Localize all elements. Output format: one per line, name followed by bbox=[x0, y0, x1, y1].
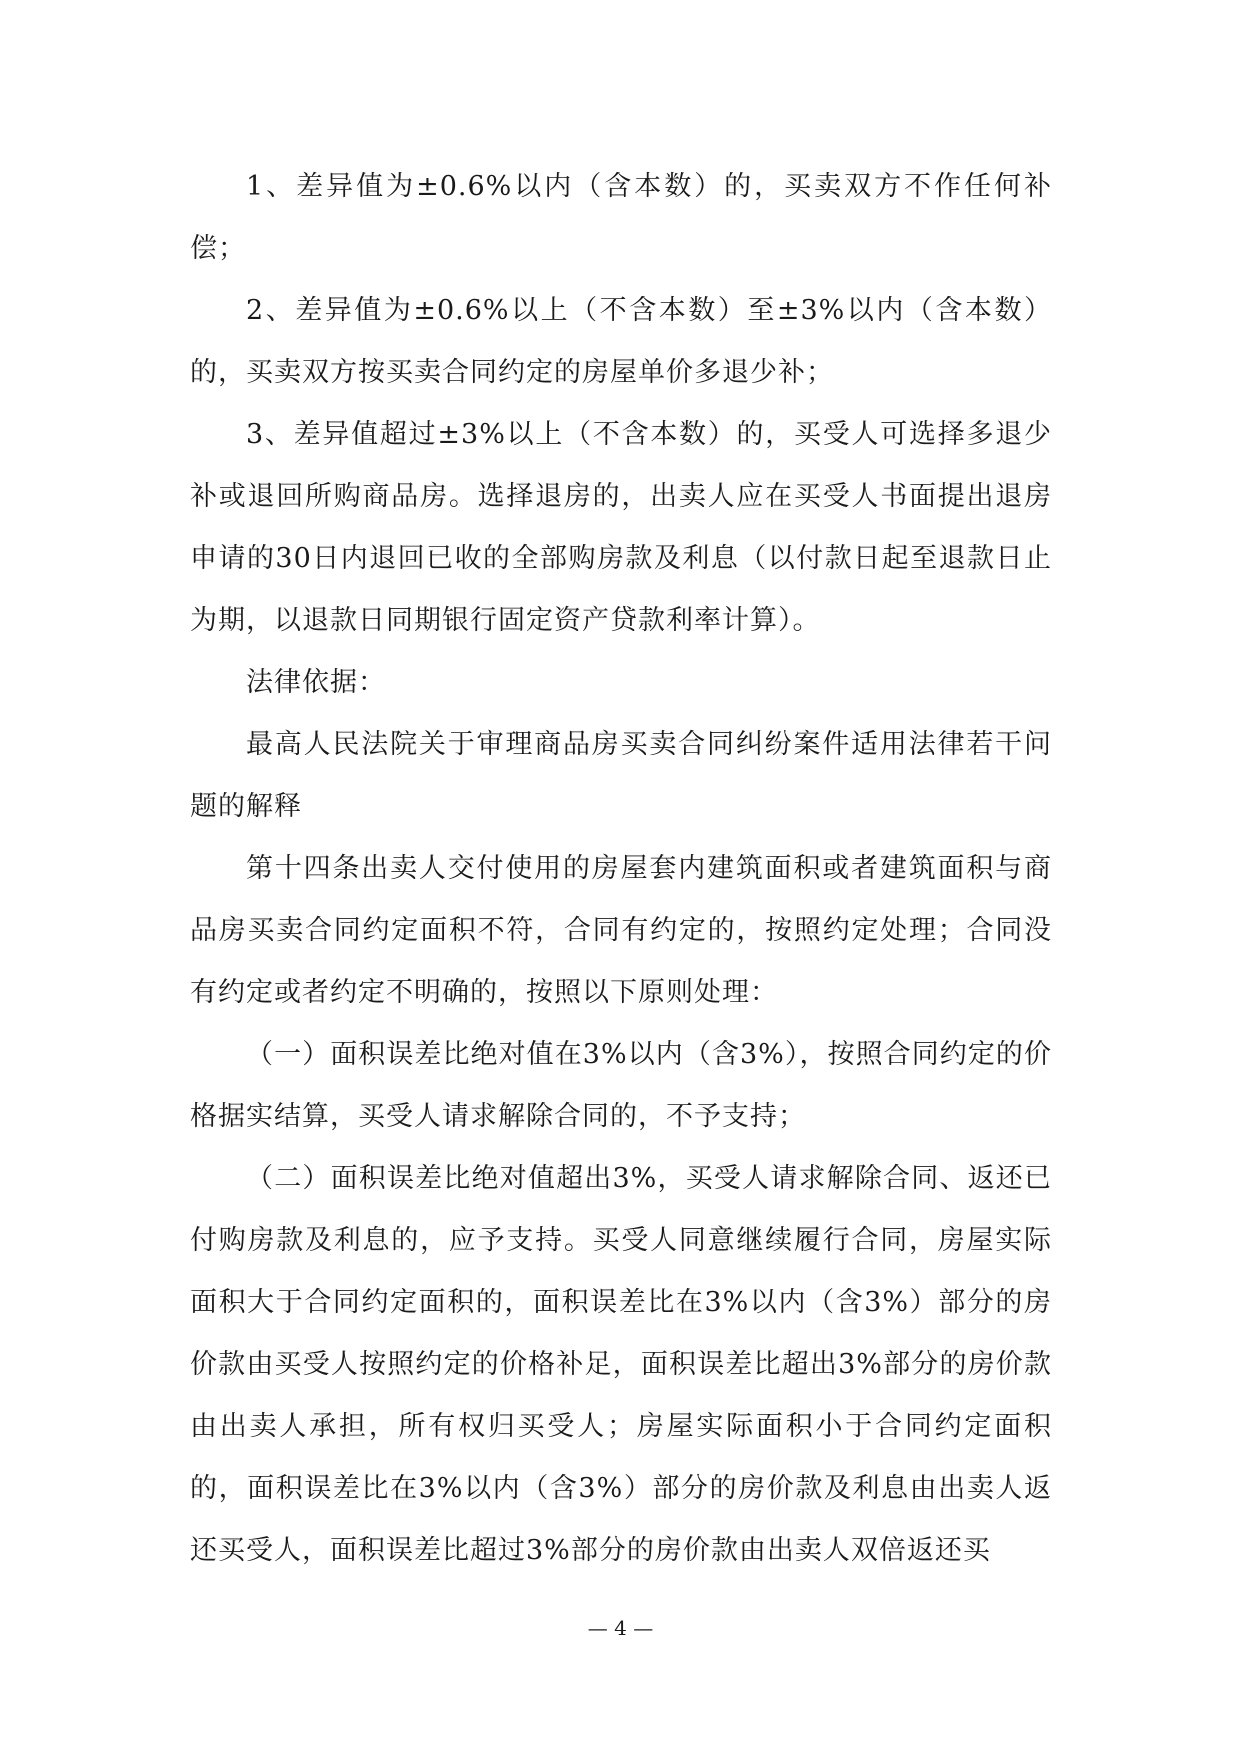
paragraph-item-3: 3、差异值超过±3%以上（不含本数）的，买受人可选择多退少补或退回所购商品房。选择退房的，出卖人应在买受人书面提出退房申请的30日内退回已收的全部购房款及利息（以付款日起至退款日止为期，以退款日同期银行固定资产贷款利率计算）。 bbox=[190, 419, 1052, 636]
legal-basis-heading: 法律依据： bbox=[246, 667, 386, 698]
clause-two-paragraph: （二）面积误差比绝对值超出3%，买受人请求解除合同、返还已付购房款及利息的，应予支持。买受人同意继续履行合同，房屋实际面积大于合同约定面积的，面积误差比在3%以内（含3%）部分的房价款由买受人按照约定的价格补足，面积误差比超出3%部分的房价款由出卖人承担，所有权归买受人；房屋实际面积小于合同约定面积的，面积误差比在3%以内（含3%）部分的房价款及利息由出卖人返还买受人，面积误差比超过3%部分的房价款由出卖人双倍返还买 bbox=[190, 1163, 1052, 1566]
page-number: — 4 — bbox=[587, 1616, 654, 1640]
clause-one-paragraph: （一）面积误差比绝对值在3%以内（含3%），按照合同约定的价格据实结算，买受人请求解除合同的，不予支持； bbox=[190, 1039, 1052, 1132]
interpretation-title: 最高人民法院关于审理商品房买卖合同纠纷案件适用法律若干问题的解释 bbox=[190, 729, 1052, 822]
paragraph-item-2: 2、差异值为±0.6%以上（不含本数）至±3%以内（含本数）的，买卖双方按买卖合同约定的房屋单价多退少补； bbox=[190, 295, 1052, 388]
article-14-paragraph: 第十四条出卖人交付使用的房屋套内建筑面积或者建筑面积与商品房买卖合同约定面积不符，合同有约定的，按照约定处理；合同没有约定或者约定不明确的，按照以下原则处理： bbox=[190, 853, 1052, 1008]
paragraph-item-1: 1、差异值为±0.6%以内（含本数）的，买卖双方不作任何补偿； bbox=[190, 171, 1052, 264]
document-body bbox=[190, 156, 1052, 1582]
